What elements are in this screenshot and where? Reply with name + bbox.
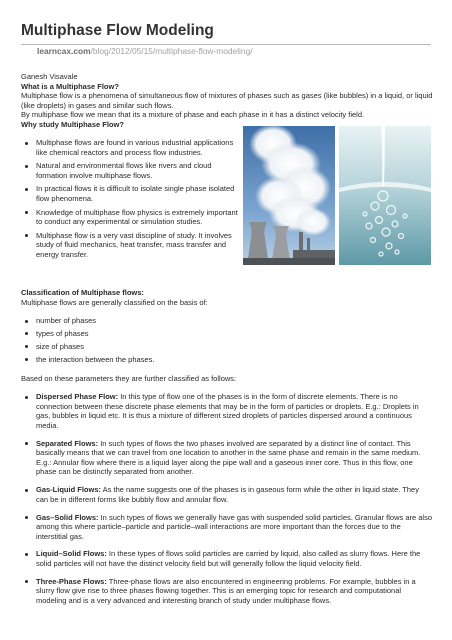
- classification-bases-list: [21, 316, 433, 365]
- classification-intro: Multiphase flows are generally classified on the basis of:: [21, 297, 208, 307]
- why-item: Multiphase flow is a very vast discipline of study. It involves study of fluid mechanics, heat transfer, mass transfer and energy transfer.: [21, 231, 239, 260]
- flow-type-text: Three-phase flows are also encountered in engineering problems. For example, bubbles in a slurry flow give rise to three phases flowing together. This is an emerging topic for research and computational modeling and is a very advanced and interesting branch of study under multiphase flows.: [36, 576, 416, 606]
- flow-type-separated: [21, 439, 433, 477]
- flow-type-three-phase: [21, 577, 433, 606]
- flow-type-term: Three-Phase Flows:: [36, 576, 107, 586]
- basis-item: size of phases: [21, 342, 433, 352]
- why-heading: Why study Multiphase Flow?: [21, 119, 124, 129]
- water-bubbles-photo: [339, 126, 431, 265]
- flow-type-term: Liquid–Solid Flows:: [36, 549, 107, 559]
- basis-item: types of phases: [21, 329, 433, 339]
- flow-type-text: In these types of flows solid particles are carried by liquid, also called as slurry flows. Here the solid particles will not have the distinct velocity field but will generally follow the liquid velocity field.: [36, 549, 421, 569]
- transition-text: Based on these parameters they are further classified as follows:: [21, 374, 237, 383]
- intro-heading: What is a Multiphase Flow?: [21, 81, 119, 91]
- flow-types-list: [21, 392, 433, 606]
- title-divider: [21, 44, 431, 45]
- flow-type-text: In such types of flows we generally have gas with suspended solid particles. Granular flows are also among this where particle–particle and particle–wall interactions are more important than the forces due to the interstitial gas.: [36, 512, 433, 541]
- page-title: Multiphase Flow Modeling: [21, 22, 214, 39]
- why-item: Multiphase flows are found in various industrial applications like chemical reactors and process flow industries.: [21, 138, 239, 157]
- flow-type-text: In this type of flow one of the phases is in the form of discrete elements. There is no connection between these discrete phase elements that may be in the form of particles or droplets. E.g.: Droplets in gas, bubbles in liquid etc. It is thus a mixture of different sized droplets of particles dispersed around a continuous media.: [36, 392, 419, 430]
- why-list: [21, 138, 239, 260]
- flow-type-text: As the name suggests one of the phases is in gaseous form while the other in liquid state. They can be in different forms like bubbly flow and annular flow.: [36, 485, 419, 504]
- classification-transition: [21, 374, 433, 384]
- why-item: Knowledge of multiphase flow physics is extremely important to conduct any experimental or simulation studies.: [21, 208, 239, 227]
- author-name: Ganesh Visavale: [21, 72, 78, 81]
- flow-type-term: Gas–Solid Flows:: [36, 512, 99, 522]
- source-url[interactable]: [37, 46, 253, 56]
- intro-paragraph: Multiphase flow is a phenomena of simultaneous flow of mixtures of phases such as gases (like bubbles) in a liquid, or liquid (like droplets) in gases and similar such flows.: [21, 91, 433, 110]
- cooling-towers-steam-photo: [243, 126, 335, 265]
- flow-type-gas-solid: [21, 513, 433, 542]
- flow-type-term: Gas-Liquid Flows:: [36, 485, 101, 495]
- classification-heading: Classification of Multiphase flows:: [21, 288, 144, 297]
- url-path[interactable]: /blog/2012/05/15/multiphase-flow-modeling/: [90, 46, 253, 56]
- url-domain[interactable]: learncax.com: [37, 46, 91, 56]
- intro-paragraph-2: By multiphase flow we mean that its a mixture of phase and each phase in it has a distinct velocity field.: [21, 110, 365, 120]
- why-item: In practical flows it is difficult to isolate single phase isolated flow phenomena.: [21, 184, 239, 203]
- flow-type-term: Separated Flows:: [36, 438, 99, 448]
- basis-item: the interaction between the phases.: [21, 355, 433, 365]
- flow-type-text: In such types of flows the two phases involved are separated by a distinct line of contact. This basically means that we can travel from one location to another in the same phase and remain in the same medium. E.g.: Annular flow where there is a liquid layer along the pipe wall and a gaseous inner core. Thus in this flow, one phase can be distinctly separated from another.: [36, 438, 421, 477]
- flow-type-liquid-solid: [21, 549, 433, 568]
- flow-type-gas-liquid: [21, 485, 433, 504]
- flow-type-dispersed: [21, 392, 433, 430]
- flow-type-term: Dispersed Phase Flow:: [36, 392, 119, 401]
- classification-section: [21, 288, 433, 307]
- intro-section: [21, 72, 433, 130]
- why-item: Natural and environmental flows like rivers and cloud formation involve multiphase flows.: [21, 161, 239, 180]
- basis-item: number of phases: [21, 316, 433, 326]
